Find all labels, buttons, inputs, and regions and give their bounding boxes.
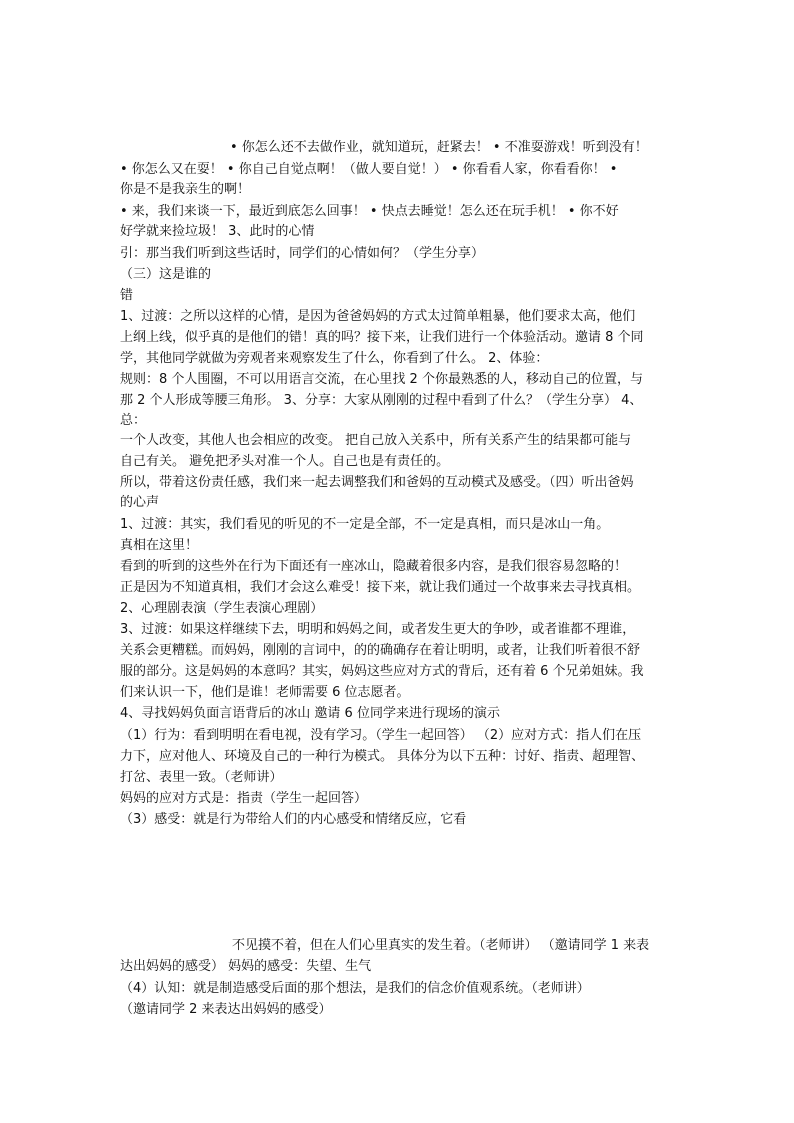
text-line: 学，其他同学就做为旁观者来观察发生了什么，你看到了什么。 2、体验： [120, 351, 549, 366]
text-line: • 你怎么还不去做作业，就知道玩，赶紧去！ • 不准耍游戏！听到没有！ [230, 140, 648, 155]
text-line: 所以，带着这份责任感，我们来一起去调整我们和爸妈的互动模式及感受。（四）听出爸妈 [120, 475, 634, 490]
text-line: 1、过渡：之所以这样的心情，是因为爸爸妈妈的方式太过简单粗暴，他们要求太高，他们 [120, 309, 636, 324]
text-line: 关系会更糟糕。而妈妈，刚刚的言词中，的的确确存在着让明明，或者，让我们听着很不舒 [120, 643, 641, 658]
text-line: 那 2 个人形成等腰三角形。 3、分享：大家从刚刚的过程中看到了什么？（学生分享） 4、 [120, 393, 643, 408]
text-line: 达出妈妈的感受） 妈妈的感受：失望、生气 [120, 959, 372, 974]
text-line: 服的部分。这是妈妈的本意吗？其实，妈妈这些应对方式的背后，还有着 6 个兄弟姐妹。我 [120, 664, 644, 679]
text-line: 4、寻找妈妈负面言语背后的冰山 邀请 6 位同学来进行现场的演示 [120, 706, 500, 721]
text-line: 自己有关。 避免把矛头对准一个人。自己也是有责任的。 [120, 454, 450, 469]
text-line: 真相在这里！ [120, 538, 199, 553]
text-line: 力下，应对他人、环境及自己的一种行为模式。 具体分为以下五种：讨好、指责、超理智、 [120, 749, 645, 764]
text-line: 2、心理剧表演（学生表演心理剧） [120, 601, 324, 616]
text-line: 好学就来捡垃圾！ 3、此时的心情 [120, 224, 315, 239]
text-line: 引：那当我们听到这些话时，同学们的心情如何？（学生分享） [120, 246, 485, 261]
section-heading: （三）这是谁的 [120, 267, 212, 282]
text-line: （邀请同学 2 来表达出妈妈的感受） [120, 1002, 332, 1017]
text-line: • 来，我们来谈一下，最近到底怎么回事！ • 快点去睡觉！怎么还在玩手机！ • 你不好 [120, 204, 619, 219]
text-line: （1）行为：看到明明在看电视，没有学习。（学生一起回答） （2）应对方式：指人们在压 [120, 728, 642, 743]
section-heading: 错 [120, 288, 134, 303]
text-line: 总： [120, 413, 147, 428]
text-line: 你是不是我亲生的啊！ [120, 182, 251, 197]
text-line: 1、过渡：其实，我们看见的听见的不一定是全部，不一定是真相，而只是冰山一角。 [120, 517, 610, 532]
text-line: 不见摸不着，但在人们心里真实的发生着。（老师讲） （邀请同学 1 来表 [232, 938, 650, 953]
text-line: 一个人改变，其他人也会相应的改变。 把自己放入关系中，所有关系产生的结果都可能与 [120, 433, 632, 448]
section-heading: 的心声 [120, 495, 160, 510]
text-line: 上纲上线，似乎真的是他们的错！真的吗？接下来，让我们进行一个体验活动。邀请 8 个同 [120, 330, 644, 345]
text-line: 妈妈的应对方式是：指责（学生一起回答） [120, 791, 368, 806]
text-line: 看到的听到的这些外在行为下面还有一座冰山，隐藏着很多内容，是我们很容易忽略的！ [120, 559, 628, 574]
text-line: 3、过渡：如果这样继续下去，明明和妈妈之间，或者发生更大的争吵，或者谁都不理谁， [120, 622, 636, 637]
text-line: • 你怎么又在耍！ • 你自己自觉点啊！（做人要自觉！） • 你看看人家，你看看你！ • [120, 162, 618, 177]
text-line: 规则：8 个人围圈，不可以用语言交流，在心里找 2 个你最熟悉的人，移动自己的位置，与 [120, 372, 643, 387]
text-line: 们来认识一下，他们是谁！老师需要 6 位志愿者。 [120, 685, 410, 700]
text-line: 打岔、表里一致。（老师讲） [120, 770, 283, 785]
text-line: （3）感受：就是行为带给人们的内心感受和情绪反应，它看 [120, 812, 467, 827]
text-line: 正是因为不知道真相，我们才会这么难受！接下来，就让我们通过一个故事来去寻找真相。 [120, 580, 641, 595]
text-line: （4）认知：就是制造感受后面的那个想法，是我们的信念价值观系统。（老师讲） [120, 981, 590, 996]
